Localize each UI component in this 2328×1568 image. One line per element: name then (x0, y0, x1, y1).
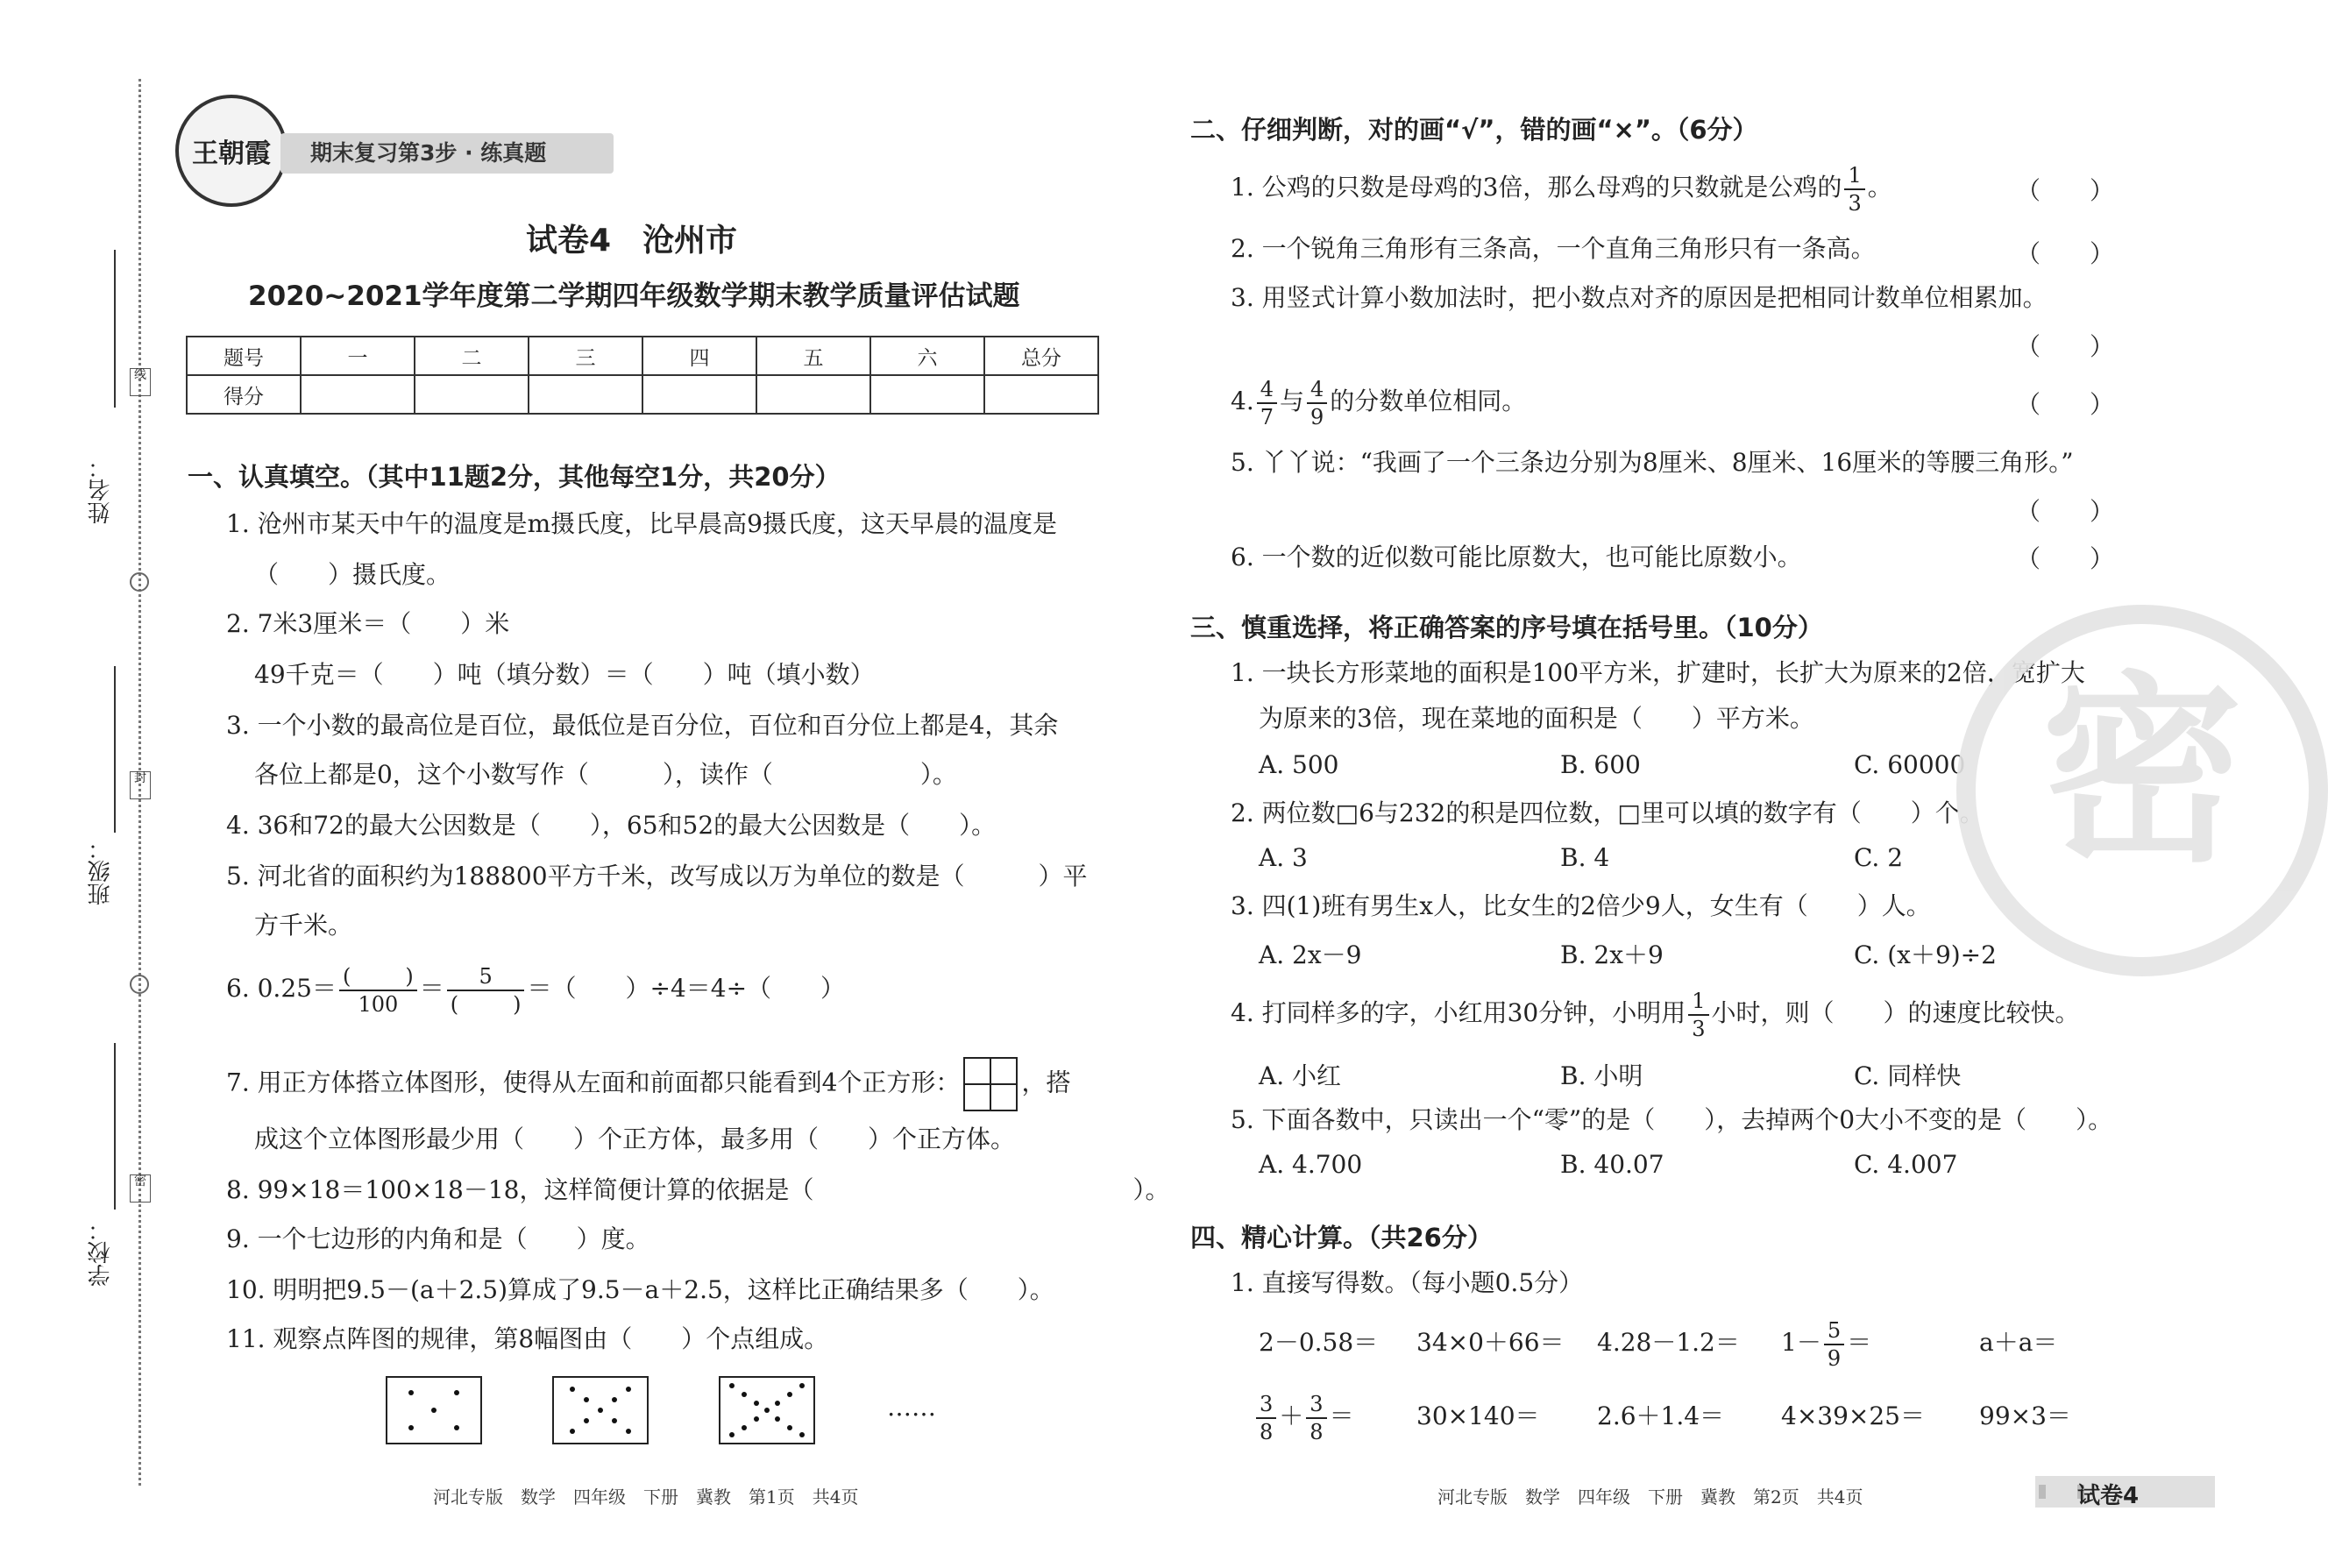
s1-q11: 11. 观察点阵图的规律，第8幅图由（ ）个点组成。 (226, 1324, 829, 1353)
table-cell: 得分 (187, 375, 301, 414)
fraction-denominator: 8 (1310, 1419, 1324, 1444)
fraction-numerator: 5 (447, 963, 525, 991)
calc-item: a＋a＝ (1979, 1328, 2058, 1357)
fraction-blank-numerator[interactable]: ( ) (339, 963, 417, 991)
dot (754, 1401, 759, 1406)
seal-mark-xian: 线 (130, 368, 151, 396)
fraction-denominator: 9 (1827, 1345, 1842, 1371)
calc-item-fraction (1253, 1383, 1354, 1450)
footer-left: 河北专版 数学 四年级 下册 冀教 第1页 共4页 (433, 1486, 859, 1508)
dot (598, 1408, 603, 1413)
watermark-seal (1956, 605, 2328, 976)
answer-paren-s2-q2[interactable]: （ ） (2016, 239, 2115, 268)
section2-title: 二、仔细判断，对的画“√”，错的画“×”。（6分） (1190, 115, 1758, 145)
s2-q1 (1231, 161, 1892, 216)
footer-right: 河北专版 数学 四年级 下册 冀教 第2页 共4页 (1437, 1486, 1863, 1508)
brand-logo-text: 王朝霞 (192, 138, 271, 169)
dot (787, 1425, 792, 1430)
name-underline (114, 250, 116, 408)
calc-item-prefix: 1－ (1781, 1328, 1821, 1357)
header-banner-text: 期末复习第3步 · 练真题 (310, 140, 547, 166)
grid-horizontal-divider (965, 1083, 1016, 1085)
calc-operator: ＋ (1279, 1401, 1304, 1430)
s1-q5-line1: 5. 河北省的面积约为188800平方千米，改写成以万为单位的数是（ ）平 (226, 862, 1088, 890)
calc-item: 30×140＝ (1416, 1401, 1540, 1430)
s2-q4 (1231, 370, 1526, 433)
section1-title: 一、认真填空。（其中11题2分，其他每空1分，共20分） (188, 462, 841, 492)
s1-q3-line2: 各位上都是0，这个小数写作（ ），读作（ ）。 (254, 760, 957, 789)
s3-q3-option-b[interactable]: B. 2x＋9 (1560, 940, 1664, 969)
dot (570, 1429, 575, 1434)
name-label: 姓名： (88, 456, 114, 524)
header-banner (280, 133, 614, 174)
dot-pattern-3 (719, 1376, 815, 1444)
s3-q5: 5. 下面各数中，只读出一个“零”的是（ ），去掉两个0大小不变的是（ ）。 (1231, 1105, 2113, 1134)
fraction-1-3 (1844, 162, 1864, 216)
s3-q3-option-c[interactable]: C. (x＋9)÷2 (1854, 940, 1997, 969)
s3-q1-option-c[interactable]: C. 60000 (1854, 750, 1966, 779)
dot (584, 1397, 589, 1402)
score-table-header-row (187, 337, 1098, 375)
dot (775, 1416, 780, 1422)
s3-q2: 2. 两位数□6与232的积是四位数，□里可以填的数字有（ ）个。 (1231, 798, 1984, 827)
table-cell: 五 (756, 337, 870, 375)
dot (754, 1416, 759, 1422)
calc-item-tail: ＝ (1847, 1328, 1872, 1357)
dot (612, 1397, 617, 1402)
calc-item-fraction (1781, 1309, 1871, 1376)
table-cell: 二 (415, 337, 529, 375)
s4-q1: 1. 直接写得数。（每小题0.5分） (1231, 1268, 1584, 1297)
fraction-numerator: 5 (1824, 1317, 1844, 1345)
dot (729, 1383, 735, 1388)
calc-item: 4.28－1.2＝ (1597, 1328, 1740, 1357)
score-input-cell[interactable] (756, 375, 870, 414)
dot-pattern-ellipsis: …… (887, 1393, 936, 1422)
table-cell: 总分 (984, 337, 1098, 375)
s1-q7-line1 (226, 1057, 1070, 1111)
section3-title: 三、慎重选择，将正确答案的序号填在括号里。（10分） (1190, 613, 1823, 642)
dot (570, 1387, 575, 1392)
s3-q4 (1231, 982, 2080, 1045)
s1-q1-line2: （ ）摄氏度。 (254, 560, 451, 589)
s2-q5: 5. 丫丫说：“我画了一个三条边分别为8厘米、8厘米、16厘米的等腰三角形。” (1231, 448, 2074, 477)
calc-item: 2.6＋1.4＝ (1597, 1401, 1725, 1430)
s1-q10: 10. 明明把9.5－(a＋2.5)算成了9.5－a＋2.5，这样比正确结果多（ ）。 (226, 1275, 1054, 1304)
fraction-denominator: 100 (358, 991, 399, 1017)
score-input-cell[interactable] (415, 375, 529, 414)
table-cell: 一 (301, 337, 415, 375)
score-table (186, 336, 1099, 415)
dot (612, 1418, 617, 1423)
table-cell: 三 (529, 337, 642, 375)
fraction-blank-denominator[interactable]: ( ) (450, 991, 522, 1017)
fraction-4-9 (1307, 376, 1327, 430)
s3-q4-suffix: 小时，则（ ）的速度比较快。 (1711, 998, 2080, 1027)
fraction-3-8 (1306, 1391, 1326, 1445)
s1-q6-suffix: ＝（ ）÷4＝4÷（ ） (527, 974, 846, 1003)
s3-q2-option-a[interactable]: A. 3 (1259, 843, 1308, 872)
calc-item: 4×39×25＝ (1781, 1401, 1925, 1430)
answer-paren-s2-q4[interactable]: （ ） (2016, 390, 2115, 419)
fraction-numerator: 3 (1306, 1391, 1326, 1419)
s1-q3-line1: 3. 一个小数的最高位是百位，最低位是百分位，百位和百分位上都是4，其余 (226, 711, 1059, 740)
s3-q1-option-a[interactable]: A. 500 (1259, 750, 1339, 779)
score-table-score-row (187, 375, 1098, 414)
paper-subtitle: 2020~2021学年度第二学期四年级数学期末教学质量评估试题 (248, 280, 1020, 312)
s1-q1-line1: 1. 沧州市某天中午的温度是m摄氏度，比早晨高9摄氏度，这天早晨的温度是 (226, 509, 1057, 538)
dot (787, 1392, 792, 1397)
score-input-cell[interactable] (642, 375, 756, 414)
fraction-5-9 (1824, 1317, 1844, 1372)
calc-item: 34×0＋66＝ (1416, 1328, 1565, 1357)
s3-q1-line1: 1. 一块长方形菜地的面积是100平方米，扩建时，长扩大为原来的2倍，宽扩大 (1231, 658, 2085, 687)
fraction-numerator: 3 (1256, 1391, 1276, 1419)
score-input-cell[interactable] (870, 375, 984, 414)
dot (431, 1408, 436, 1413)
s1-q7-text-end: ，搭 (1021, 1068, 1071, 1097)
seal-mark-mi: 密 (130, 1174, 151, 1203)
table-cell: 题号 (187, 337, 301, 375)
s3-q5-option-c[interactable]: C. 4.007 (1854, 1150, 1958, 1179)
answer-paren-s2-q3[interactable]: （ ） (2016, 332, 2115, 361)
fraction-3-8 (1256, 1391, 1276, 1445)
dot (454, 1425, 459, 1430)
calc-item: 2－0.58＝ (1259, 1328, 1379, 1357)
footer-tag: 试卷4 (2077, 1483, 2140, 1509)
fraction-4-7 (1257, 376, 1277, 430)
class-underline (114, 666, 116, 833)
binding-hole-top (130, 572, 149, 592)
fraction-1-3 (1688, 988, 1708, 1042)
s2-q4-suffix: 的分数单位相同。 (1330, 387, 1527, 415)
dot (764, 1408, 770, 1413)
dot (408, 1425, 414, 1430)
calc-item-tail: ＝ (1329, 1401, 1354, 1430)
fraction-numerator: 1 (1844, 162, 1864, 190)
s2-q4-prefix: 4. (1231, 387, 1254, 415)
s3-q4-option-c[interactable]: C. 同样快 (1854, 1061, 1962, 1090)
school-underline (114, 1043, 116, 1210)
s3-q4-option-b[interactable]: B. 小明 (1560, 1061, 1643, 1090)
fraction-numerator: 4 (1257, 376, 1277, 404)
s3-q1-option-b[interactable]: B. 600 (1560, 750, 1641, 779)
s2-q1-prefix: 1. 公鸡的只数是母鸡的3倍，那么母鸡的只数就是公鸡的 (1231, 173, 1842, 202)
dot (799, 1432, 805, 1437)
s1-q6-prefix: 6. 0.25＝ (226, 974, 337, 1003)
dot (626, 1429, 631, 1434)
s1-q2-line1: 2. 7米3厘米＝（ ）米 (226, 609, 510, 638)
s3-q2-option-b[interactable]: B. 4 (1560, 843, 1610, 872)
s3-q4-option-a[interactable]: A. 小红 (1259, 1061, 1342, 1090)
fraction-5-over-blank (447, 963, 525, 1018)
dot (742, 1425, 747, 1430)
dot (584, 1418, 589, 1423)
s2-q2: 2. 一个锐角三角形有三条高，一个直角三角形只有一条高。 (1231, 234, 1876, 263)
fraction-numerator: 1 (1688, 988, 1708, 1016)
score-input-cell[interactable] (529, 375, 642, 414)
calc-item: 99×3＝ (1979, 1401, 2071, 1430)
s1-q6: 6. 0.25＝ $\frac{( )}{100}$ ＝ $\frac{5}{( )}$ ＝（ ）÷4＝4÷（ ） (226, 963, 846, 1017)
dot (626, 1387, 631, 1392)
s3-q1-line2: 为原来的3倍，现在菜地的面积是（ ）平方米。 (1259, 704, 1814, 733)
fraction-numerator: 4 (1307, 376, 1327, 404)
s3-q3: 3. 四(1)班有男生x人，比女生的2倍少9人，女生有（ ）人。 (1231, 891, 1931, 920)
brand-logo (175, 95, 287, 207)
dot (799, 1383, 805, 1388)
answer-paren-s2-q5[interactable]: （ ） (2016, 497, 2115, 526)
s3-q4-prefix: 4. 打同样多的字，小红用30分钟，小明用 (1231, 998, 1686, 1027)
score-input-cell[interactable] (301, 375, 415, 414)
s1-q9: 9. 一个七边形的内角和是（ ）度。 (226, 1224, 650, 1253)
s1-q7-text: 7. 用正方体搭立体图形，使得从左面和前面都只能看到4个正方形： (226, 1068, 961, 1097)
binding-hole-bottom (130, 975, 149, 994)
table-cell: 四 (642, 337, 756, 375)
section4-title: 四、精心计算。（共26分） (1190, 1223, 1493, 1252)
paper-title: 试卷4 沧州市 (526, 223, 738, 259)
fraction-denominator: 8 (1260, 1419, 1274, 1444)
school-label: 学校： (88, 1218, 114, 1287)
four-square-grid-figure (963, 1057, 1018, 1111)
s2-q3: 3. 用竖式计算小数加法时，把小数点对齐的原因是把相同计数单位相累加。 (1231, 283, 2048, 312)
dot-pattern-2 (552, 1376, 649, 1444)
fraction-denominator: 3 (1692, 1016, 1706, 1041)
dot (408, 1390, 414, 1395)
s3-q3-option-a[interactable]: A. 2x－9 (1259, 940, 1362, 969)
dot (729, 1432, 735, 1437)
class-label: 班级： (88, 837, 114, 905)
s1-q7-line2: 成这个立体图形最少用（ ）个正方体，最多用（ ）个正方体。 (254, 1125, 1016, 1153)
fraction-denominator: 9 (1310, 404, 1324, 429)
answer-paren-s2-q1[interactable]: （ ） (2016, 176, 2115, 205)
s1-q2-line2: 49千克＝（ ）吨（填分数）＝（ ）吨（填小数） (254, 660, 875, 689)
s2-q4-mid: 与 (1280, 387, 1305, 415)
s1-q4: 4. 36和72的最大公因数是（ ），65和52的最大公因数是（ ）。 (226, 811, 997, 840)
s2-q6: 6. 一个数的近似数可能比原数大，也可能比原数小。 (1231, 543, 1802, 571)
s1-q8: 8. 99×18＝100×18－18，这样简便计算的依据是（ ）。 (226, 1175, 1170, 1204)
watermark-text: 密 (2041, 656, 2243, 890)
dot-pattern-1 (386, 1376, 482, 1444)
s3-q5-option-a[interactable]: A. 4.700 (1259, 1150, 1363, 1179)
s3-q2-option-c[interactable]: C. 2 (1854, 843, 1904, 872)
seal-mark-feng: 封 (130, 771, 151, 799)
table-cell: 六 (870, 337, 984, 375)
score-input-cell[interactable] (984, 375, 1098, 414)
fraction-blank-over-100 (339, 963, 417, 1018)
s2-q1-suffix: 。 (1867, 173, 1892, 202)
fraction-denominator: 3 (1848, 190, 1862, 216)
answer-paren-s2-q6[interactable]: （ ） (2016, 544, 2115, 573)
dot (454, 1390, 459, 1395)
fraction-denominator: 7 (1260, 404, 1274, 429)
dot (775, 1401, 780, 1406)
s3-q5-option-b[interactable]: B. 40.07 (1560, 1150, 1664, 1179)
s1-q5-line2: 方千米。 (254, 911, 353, 940)
dot (742, 1392, 747, 1397)
